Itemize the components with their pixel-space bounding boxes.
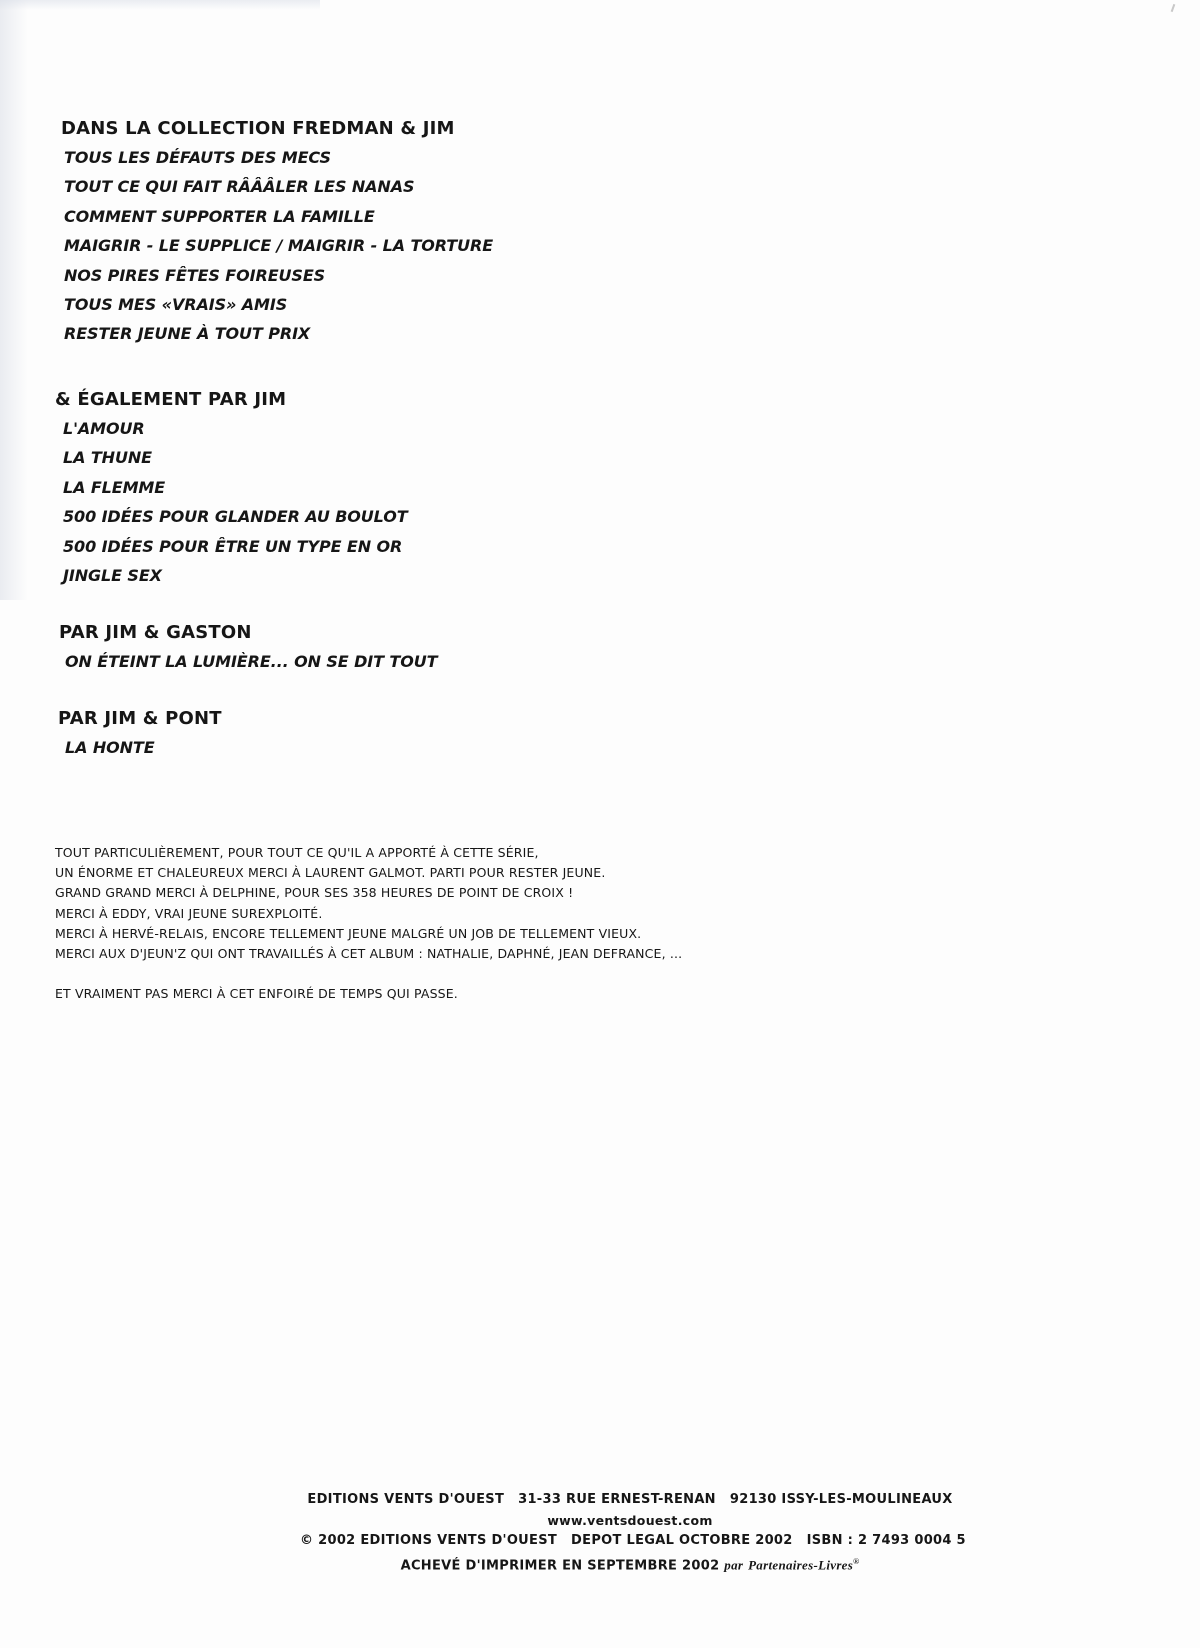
book-title: ON ÉTEINT LA LUMIÈRE... ON SE DIT TOUT [65,652,438,671]
book-title: MAIGRIR - LE SUPPLICE / MAIGRIR - LA TORTURE [64,236,494,256]
legal-line [300,1531,966,1552]
book-title: LA FLEMME [63,477,166,497]
book-title: 500 IDÉES POUR ÊTRE UN TYPE EN OR [63,536,403,556]
acknowledgement-line: UN ÉNORME ET CHALEUREUX MERCI À LAURENT GALMOT. PARTI POUR RESTER JEUNE. [55,865,606,881]
book-title: COMMENT SUPPORTER LA FAMILLE [64,206,375,226]
book-title: LA HONTE [65,738,155,757]
publisher-city: 92130 ISSY-LES-MOULINEAUX [729,1492,953,1507]
also-by-jim-section [55,389,408,590]
printing-line [300,1552,960,1577]
acknowledgement-line: MERCI À EDDY, VRAI JEUNE SUREXPLOITÉ. [55,905,323,921]
publisher-street: 31-33 RUE ERNEST-RENAN [518,1492,716,1507]
also-by-jim-titles [63,414,408,590]
book-title: JINGLE SEX [63,566,162,586]
acknowledgements [55,843,682,964]
isbn: ISBN : 2 7493 0004 5 [806,1533,966,1548]
by-jim-pont-heading: PAR JIM & PONT [58,708,222,729]
printing-date: ACHEVÉ D'IMPRIMER EN SEPTEMBRE 2002 [400,1557,720,1573]
acknowledgement-line: GRAND GRAND MERCI À DELPHINE, POUR SES 358 HEURES DE POINT DE CROIX ! [55,885,574,901]
book-title: RESTER JEUNE À TOUT PRIX [64,324,311,344]
publisher-website: www.ventsdouest.com [547,1512,713,1528]
publisher-address-line [300,1490,960,1511]
by-jim-gaston-section [59,622,437,676]
by-jim-gaston-titles [65,647,437,676]
copyright: © 2002 EDITIONS VENTS D'OUEST [300,1533,558,1548]
printed-by-prefix: par [724,1556,744,1572]
acknowledgement-closing: ET VRAIMENT PAS MERCI À CET ENFOIRÉ DE TEMPS QUI PASSE. [55,986,458,1001]
page-top-shadow [0,0,320,10]
also-by-jim-heading: & ÉGALEMENT PAR JIM [55,389,287,410]
collection-heading: DANS LA COLLECTION FREDMAN & JIM [61,118,455,139]
printer-name: Partenaires-Livres [748,1556,854,1572]
collection-titles [64,143,493,349]
book-title: TOUS LES DÉFAUTS DES MECS [64,148,331,167]
book-title: TOUT CE QUI FAIT RÂÂÂLER LES NANAS [64,177,415,197]
book-title: TOUS MES «VRAIS» AMIS [64,295,288,315]
collection-section [61,118,493,349]
page-edge-shadow [0,0,28,600]
imprint-footer [300,1490,966,1576]
book-title: L'AMOUR [63,419,145,438]
by-jim-pont-titles [65,733,222,762]
scan-mark [1171,4,1176,12]
book-title: LA THUNE [63,448,152,468]
acknowledgement-line: MERCI AUX D'JEUN'Z QUI ONT TRAVAILLÉS À CET ALBUM : NATHALIE, DAPHNÉ, JEAN DEFRANCE, ... [55,946,683,962]
by-jim-pont-section [58,708,222,762]
acknowledgement-line: MERCI À HERVÉ-RELAIS, ENCORE TELLEMENT JEUNE MALGRÉ UN JOB DE TELLEMENT VIEUX. [55,925,642,941]
by-jim-gaston-heading: PAR JIM & GASTON [59,622,252,643]
legal-deposit: DEPOT LEGAL OCTOBRE 2002 [571,1533,793,1548]
book-title: 500 IDÉES POUR GLANDER AU BOULOT [63,507,408,527]
acknowledgement-line: TOUT PARTICULIÈREMENT, POUR TOUT CE QU'IL A APPORTÉ À CETTE SÉRIE, [55,845,539,860]
book-title: NOS PIRES FÊTES FOIREUSES [64,265,326,285]
registered-mark: ® [853,1556,860,1566]
publisher-name: EDITIONS VENTS D'OUEST [307,1492,505,1507]
